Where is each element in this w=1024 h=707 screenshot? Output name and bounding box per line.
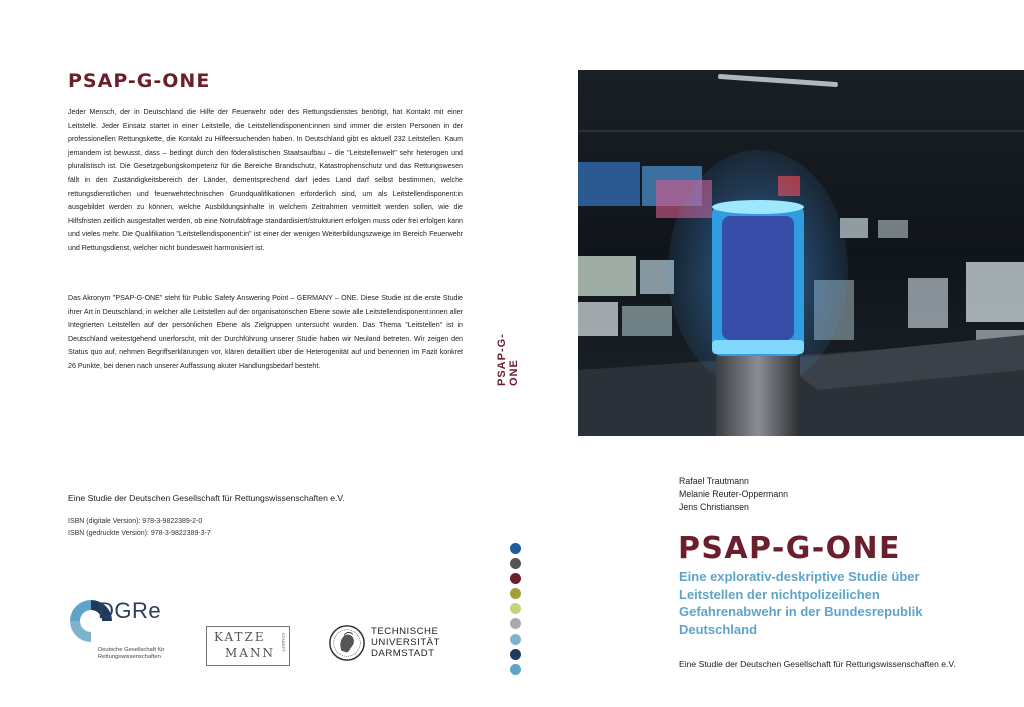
spine-dot-3 <box>510 573 521 584</box>
cover-photo-control-room <box>578 70 1024 436</box>
katzemann-logo <box>206 626 290 666</box>
tud-line-1: TECHNISCHE <box>371 626 439 637</box>
back-cover-title: PSAP-G-ONE <box>68 70 211 92</box>
back-study-note: Eine Studie der Deutschen Gesellschaft für Rettungswissenschaften e.V. <box>68 493 345 503</box>
spine-dot-6 <box>510 618 521 629</box>
back-paragraph-2: Das Akronym "PSAP-G-ONE" steht für Public Safety Answering Point – GERMANY – ONE. Diese Studie ist die erste Studie ihrer Art in Deutschland, in welcher alle Leitstellen auf der organisatorischen Ebene sowie alle Leitstellendisponent:innen aller Integrierten Leitstellen auf der persönlichen Ebene als Zielgruppen untersucht wurden. Das Thema "Leitstellen" ist in Deutschland weitestgehend unerforscht, mit der Durchführung unserer Studie haben wir Neuland betreten. Wir zeigen den Status quo auf, nehmen Begriffserklärungen vor, klären detailliert über die Heterogenität auf und benennen im Fazit konkret 26 Punkte, bei denen nach unserer Auffassung akuter Handlungsbedarf besteht. <box>68 294 463 370</box>
spine-dot-4 <box>510 588 521 599</box>
spine-dot-9 <box>510 664 521 675</box>
dgre-logo <box>68 598 188 668</box>
katzemann-logo-tag: KONZEPT <box>281 633 286 652</box>
author-3: Jens Christiansen <box>679 502 749 513</box>
tu-darmstadt-wordmark <box>371 626 440 659</box>
spine-dot-8 <box>510 649 521 660</box>
spine-color-dots <box>510 543 522 679</box>
front-cover-subtitle: Eine explorativ-deskriptive Studie über Leitstellen der nichtpolizeilichen Gefahrenabwehr in der Bundesrepublik Deutschland <box>679 569 923 637</box>
spine-dot-5 <box>510 603 521 614</box>
front-study-note: Eine Studie der Deutschen Gesellschaft für Rettungswissenschaften e.V. <box>679 659 956 669</box>
isbn-digital: ISBN (digitale Version): 978-3-9822389-2-0 <box>68 518 203 525</box>
katzemann-logo-line2: MANN <box>225 646 275 660</box>
spine-title: PSAP-G-ONE <box>496 333 520 386</box>
tud-line-2: UNIVERSITÄT <box>371 637 440 648</box>
authors-list <box>679 475 788 515</box>
front-cover-title: PSAP-G-ONE <box>678 531 901 566</box>
tu-darmstadt-logo <box>328 620 453 670</box>
back-paragraph-1: Jeder Mensch, der in Deutschland die Hilfe der Feuerwehr oder des Rettungsdienstes benötigt, hat Kontakt mit einer Leitstelle. Jeder Einsatz startet in einer Leitstelle, die Leitstellendisponent:innen sind immer die ersten Personen in der professionellen Rettungskette, die Kontakt zu Hilfeersuchenden haben. In Deutschland gibt es aktuell 232 Leitstellen. Kaum jemandem ist bewusst, dass – bedingt durch den föderalistischen Staatsaufbau – die "Leitstellenwelt" sehr heterogen und pluralistisch ist. Die Gesetzgebungskompetenz für die Bereiche Brandschutz, Katastrophenschutz und das Rettungswesen fällt in den Zuständigkeitsbereich der Länder, dementsprechend darf jedes Land darf selbst bestimmen, welche rettungsdienstlichen und feuerwehrtechnischen Grundqualifikationen erforderlich sind, um als Leitstellendisponent:in ausgebildet werden zu können, welche Ausbildungsinhalte in welchem Zeitrahmen vermittelt werden sollen, wie die Hilfsfristen zeitlich ausgestaltet werden, ob eine Notrufabfrage standardisiert/strukturiert erfolgen muss oder frei erfolgen kann und vieles mehr. Die Qualifikation "Leitstellendisponent:in" ist einer der wenigen Weiterbildungszweige im Bereich Feuerwehr und Rettungsdienst, welcher nicht bundesweit harmonisiert ist. <box>68 108 463 252</box>
spine-dot-2 <box>510 558 521 569</box>
athena-seal-icon <box>328 624 366 662</box>
author-2: Melanie Reuter-Oppermann <box>679 489 789 500</box>
isbn-print: ISBN (gedruckte Version): 978-3-9822389-3-7 <box>68 530 211 537</box>
tud-line-3: DARMSTADT <box>371 648 435 659</box>
katzemann-logo-line1: KATZE <box>214 630 266 644</box>
spine-dot-1 <box>510 543 521 554</box>
dgre-logo-subtitle: Deutsche Gesellschaft für Rettungswissenschaften <box>98 647 165 660</box>
author-1: Rafael Trautmann <box>679 476 749 486</box>
dgre-logo-name: DGRe <box>98 598 162 623</box>
spine-dot-7 <box>510 634 521 645</box>
